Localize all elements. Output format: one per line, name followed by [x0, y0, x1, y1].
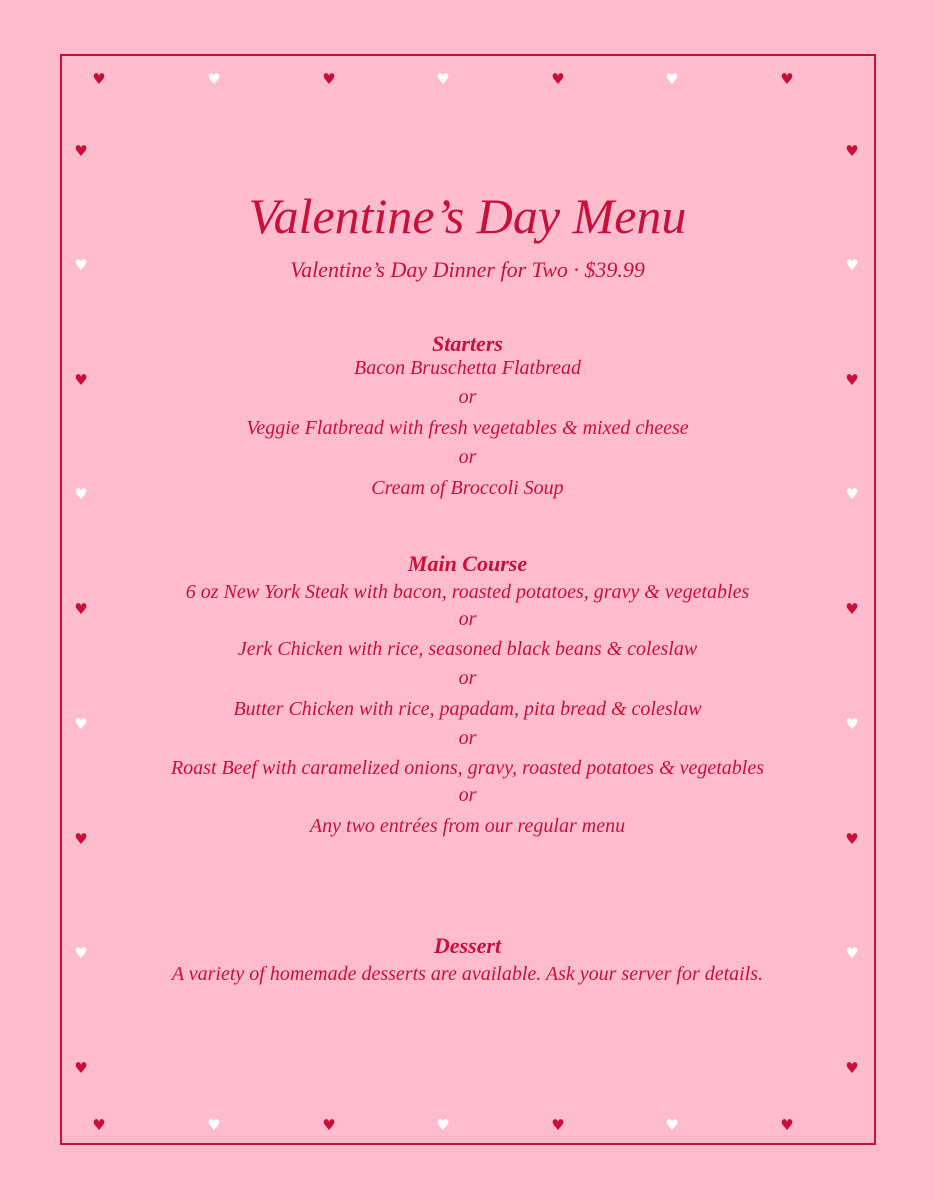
- heart-icon: ♥: [207, 70, 221, 88]
- main-course-section: [100, 550, 835, 840]
- heart-icon: ♥: [74, 1059, 88, 1077]
- heart-icon: ♥: [74, 715, 88, 733]
- heart-icon: ♥: [845, 142, 859, 160]
- heart-icon: ♥: [74, 944, 88, 962]
- main-item-2: Jerk Chicken with rice, seasoned black beans & coleslaw: [237, 638, 698, 660]
- or-label: or: [458, 446, 477, 468]
- heart-icon: ♥: [845, 715, 859, 733]
- menu-title: Valentine’s Day Menu: [248, 188, 687, 244]
- or-label: or: [458, 727, 477, 749]
- heart-icon: ♥: [74, 256, 88, 274]
- starters-heading: Starters: [432, 331, 503, 356]
- dessert-description: A variety of homemade desserts are available. Ask your server for details.: [171, 963, 764, 985]
- heart-icon: ♥: [551, 1116, 565, 1134]
- main-item-3: Butter Chicken with rice, papadam, pita bread & coleslaw: [233, 698, 702, 720]
- heart-icon: ♥: [436, 1116, 450, 1134]
- starter-item-3: Cream of Broccoli Soup: [371, 477, 564, 499]
- main-item-5: Any two entrées from our regular menu: [309, 815, 626, 837]
- heart-icon: ♥: [436, 70, 450, 88]
- heart-icon: ♥: [322, 70, 336, 88]
- dessert-section: [100, 932, 835, 984]
- heart-icon: ♥: [845, 600, 859, 618]
- or-label: or: [458, 667, 477, 689]
- heart-icon: ♥: [780, 70, 794, 88]
- heart-icon: ♥: [92, 70, 106, 88]
- or-label: or: [458, 608, 477, 630]
- heart-icon: ♥: [74, 142, 88, 160]
- heart-icon: ♥: [74, 485, 88, 503]
- starter-item-2: Veggie Flatbread with fresh vegetables & mixed cheese: [246, 417, 689, 439]
- heart-icon: ♥: [845, 944, 859, 962]
- heart-icon: ♥: [74, 830, 88, 848]
- starter-item-1: Bacon Bruschetta Flatbread: [354, 357, 581, 379]
- heart-icon: ♥: [845, 830, 859, 848]
- menu-subtitle: Valentine’s Day Dinner for Two · $39.99: [290, 257, 645, 282]
- heart-icon: ♥: [845, 371, 859, 389]
- or-label: or: [458, 386, 477, 408]
- heart-icon: ♥: [74, 600, 88, 618]
- main-item-1: 6 oz New York Steak with bacon, roasted potatoes, gravy & vegetables: [185, 581, 750, 603]
- heart-icon: ♥: [845, 256, 859, 274]
- heart-icon: ♥: [74, 371, 88, 389]
- or-label: or: [458, 784, 477, 806]
- heart-icon: ♥: [780, 1116, 794, 1134]
- heart-icon: ♥: [845, 485, 859, 503]
- heart-icon: ♥: [665, 70, 679, 88]
- starters-section: [100, 330, 835, 502]
- dessert-heading: Dessert: [433, 933, 502, 958]
- heart-icon: ♥: [92, 1116, 106, 1134]
- heart-icon: ♥: [322, 1116, 336, 1134]
- heart-icon: ♥: [665, 1116, 679, 1134]
- main-item-4: Roast Beef with caramelized onions, gravy, roasted potatoes & vegetables: [170, 757, 765, 779]
- heart-icon: ♥: [551, 70, 565, 88]
- heart-icon: ♥: [207, 1116, 221, 1134]
- heart-icon: ♥: [845, 1059, 859, 1077]
- main-course-heading: Main Course: [407, 551, 528, 576]
